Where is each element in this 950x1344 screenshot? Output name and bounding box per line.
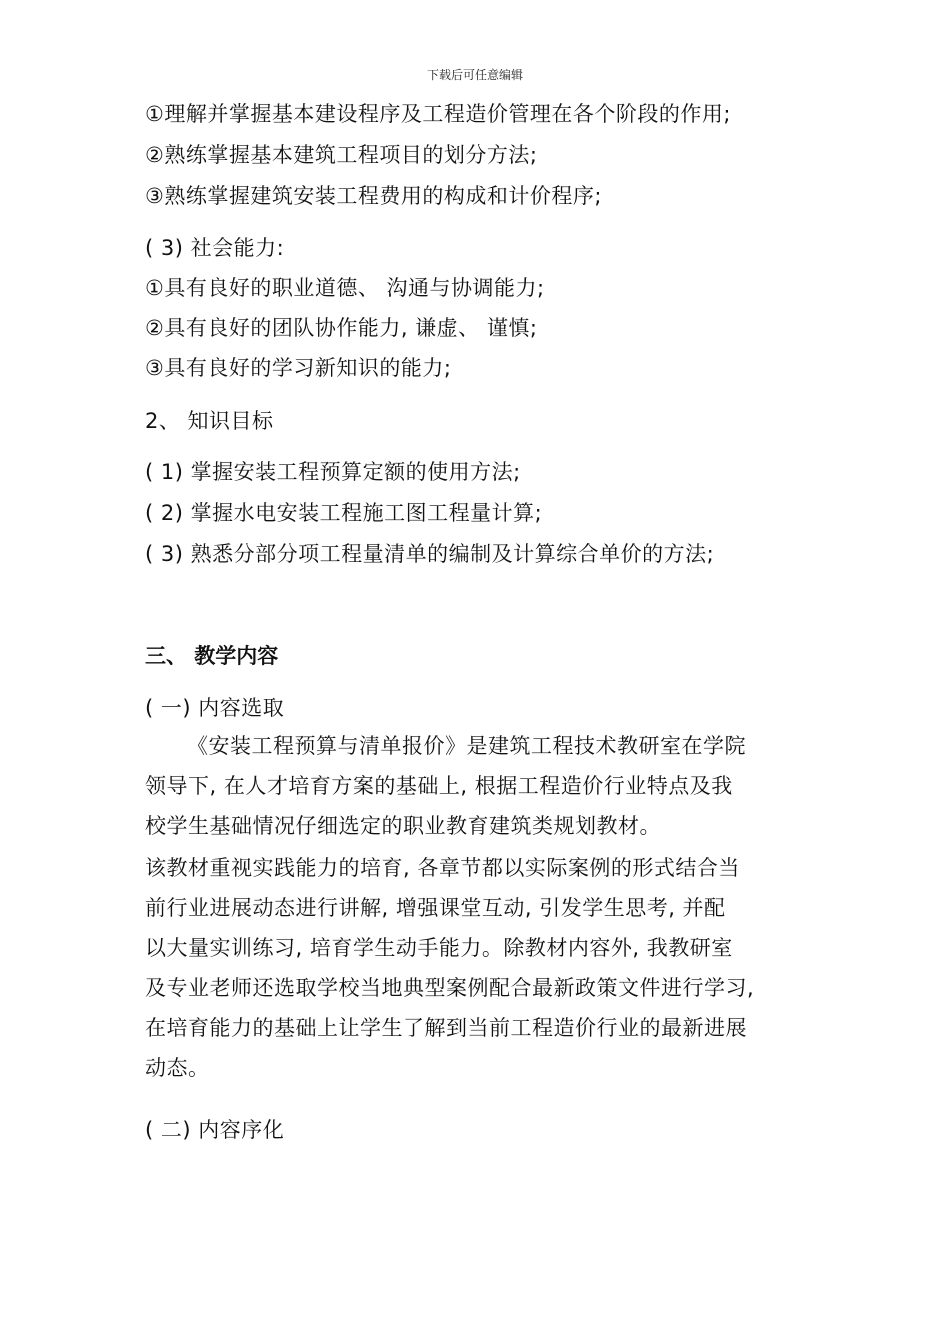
paragraph-textbook-intro [145, 726, 809, 846]
skill-item-1: ①理解并掌握基本建设程序及工程造价管理在各个阶段的作用; [145, 102, 731, 126]
knowledge-item-3: ( 3) 熟悉分部分项工程量清单的编制及计算综合单价的方法; [145, 542, 715, 566]
paragraph-textbook-features [145, 848, 809, 1088]
paragraph-line: 前行业进展动态进行讲解, 增强课堂互动, 引发学生思考, 并配 [145, 896, 726, 920]
knowledge-goal-title: 2、 知识目标 [145, 409, 274, 433]
skill-item-3: ③熟练掌握建筑安装工程费用的构成和计价程序; [145, 184, 602, 208]
paragraph-line: 领导下, 在人才培育方案的基础上, 根据工程造价行业特点及我 [145, 774, 733, 798]
skill-item-2: ②熟练掌握基本建筑工程项目的划分方法; [145, 143, 538, 167]
subheading-content-selection: ( 一) 内容选取 [145, 696, 285, 720]
social-item-3: ③具有良好的学习新知识的能力; [145, 356, 452, 380]
section-heading: 三、 教学内容 [145, 644, 279, 668]
page-header: 下载后可任意编辑 [426, 68, 523, 82]
paragraph-line: 以大量实训练习, 培育学生动手能力。除教材内容外, 我教研室 [145, 936, 733, 960]
social-ability-title: ( 3) 社会能力: [145, 236, 285, 260]
paragraph-line: 《安装工程预算与清单报价》是建筑工程技术教研室在学院 [187, 734, 746, 758]
paragraph-line: 该教材重视实践能力的培育, 各章节都以实际案例的形式结合当 [145, 856, 740, 880]
paragraph-line: 校学生基础情况仔细选定的职业教育建筑类规划教材。 [145, 814, 661, 838]
subheading-content-ordering: ( 二) 内容序化 [145, 1118, 285, 1142]
knowledge-item-1: ( 1) 掌握安装工程预算定额的使用方法; [145, 460, 521, 484]
paragraph-line: 动态。 [145, 1056, 210, 1080]
knowledge-item-2: ( 2) 掌握水电安装工程施工图工程量计算; [145, 501, 543, 525]
paragraph-line: 在培育能力的基础上让学生了解到当前工程造价行业的最新进展 [145, 1016, 747, 1040]
social-item-1: ①具有良好的职业道德、 沟通与协调能力; [145, 276, 545, 300]
paragraph-line: 及专业老师还选取学校当地典型案例配合最新政策文件进行学习, [145, 976, 755, 1000]
social-item-2: ②具有良好的团队协作能力, 谦虚、 谨慎; [145, 316, 538, 340]
